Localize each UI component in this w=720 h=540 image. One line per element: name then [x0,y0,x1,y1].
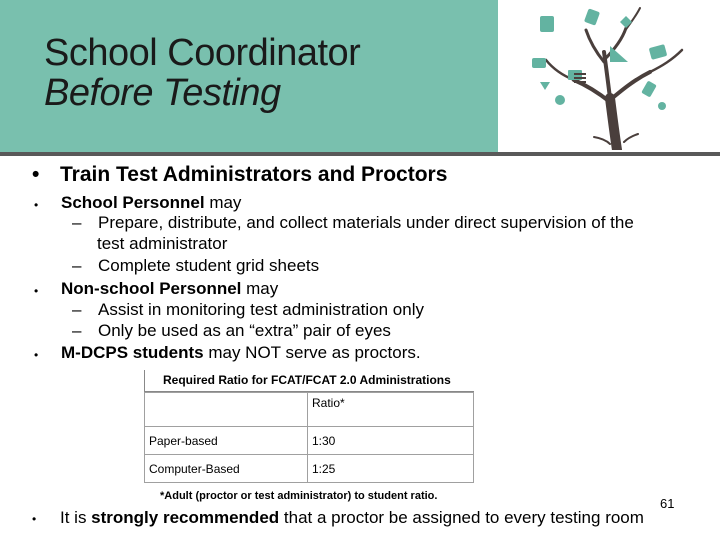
bullet-marker: • [32,163,40,186]
list-item-text: may [204,193,242,212]
list-subitem-continuation: test administrator [97,234,228,253]
bottom-text-post: that a proctor be assigned to every testing room [279,508,644,527]
table-row [145,455,474,483]
ratio-table [144,392,474,483]
dash-marker: – [72,321,82,340]
main-bullet-text: Train Test Administrators and Proctors [60,163,448,186]
list-subitem [72,299,424,321]
bullet-marker: • [32,511,37,526]
table-footnote: *Adult (proctor or test administrator) to student ratio. [160,490,438,502]
table-title: Required Ratio for FCAT/FCAT 2.0 Administrations [144,370,474,392]
bottom-text-bold: strongly recommended [91,508,280,527]
table-cell: 1:25 [308,455,474,483]
table-header-cell [145,393,308,427]
list-subitem [72,212,634,234]
list-subitem [72,320,391,342]
slide-header [0,0,720,156]
list-subitem-text: Prepare, distribute, and collect materials under direct supervision of the [98,213,634,232]
table-row [145,427,474,455]
dash-marker: – [72,300,82,319]
bullet-marker: • [34,198,39,212]
list-item-text: may [241,279,279,298]
slide-title: School Coordinator [44,32,361,74]
table-cell: Computer-Based [145,455,308,483]
table-header-cell: Ratio* [308,393,474,427]
list-item-bold: M-DCPS students [61,343,204,362]
slide-subtitle: Before Testing [44,72,281,114]
list-item-text: may NOT serve as proctors. [203,343,421,362]
bottom-text-pre: It is [60,508,92,527]
header-divider [0,152,720,156]
table-cell: 1:30 [308,427,474,455]
page-number: 61 [660,496,675,511]
list-subitem-text: Complete student grid sheets [98,256,320,275]
education-tree-icon [512,2,702,150]
table-header-row [145,393,474,427]
list-subitem-text: Assist in monitoring test administration only [98,300,424,319]
bullet-marker: • [34,348,39,362]
list-subitem [72,255,319,277]
dash-marker: – [72,213,82,232]
list-subitem-text: Only be used as an “extra” pair of eyes [98,321,391,340]
bullet-marker: • [34,284,39,298]
dash-marker: – [72,256,82,275]
table-cell: Paper-based [145,427,308,455]
main-bullet [32,163,447,187]
bottom-bullet [32,508,644,528]
list-item-bold: Non-school Personnel [61,279,242,298]
list-item-bold: School Personnel [61,193,205,212]
